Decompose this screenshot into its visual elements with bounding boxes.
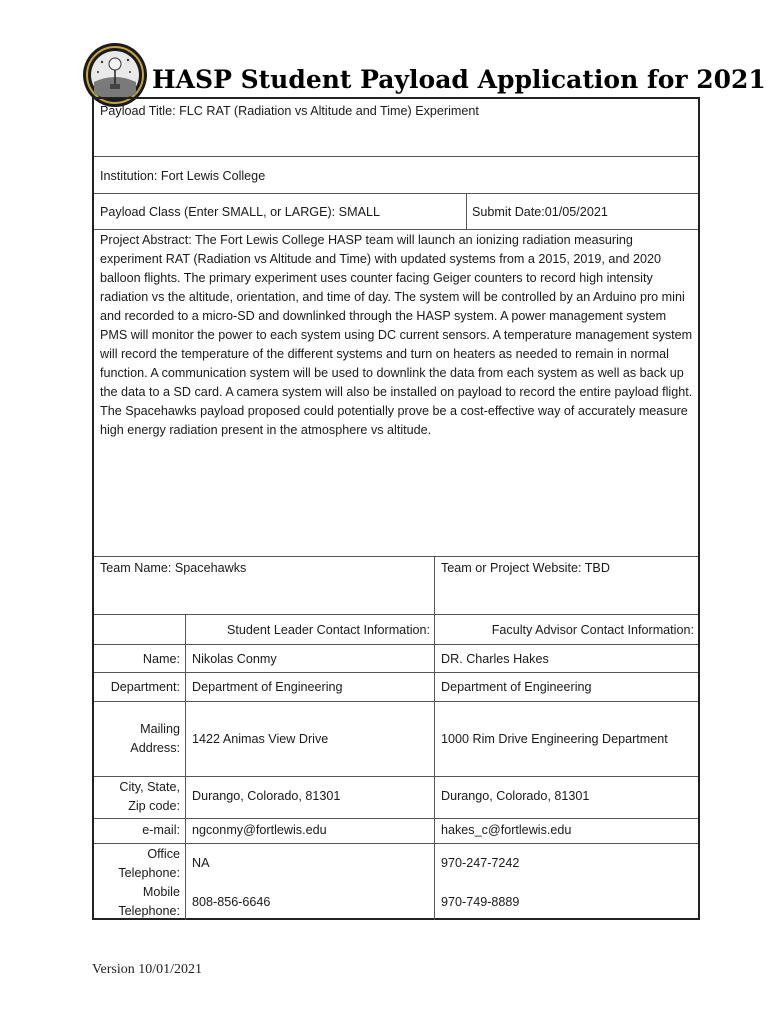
contact-label-mobile: Mobile <box>142 885 180 899</box>
faculty-name: DR. Charles Hakes <box>441 652 549 666</box>
divider <box>94 843 698 844</box>
payload-class-field: Payload Class (Enter SMALL, or LARGE): SMALL <box>100 205 380 219</box>
student-office-telephone: NA <box>192 856 210 870</box>
student-mobile-telephone: 808-856-6646 <box>192 895 271 909</box>
divider <box>466 193 467 229</box>
application-form <box>92 97 700 920</box>
contact-label-mailing: Mailing <box>140 722 180 736</box>
contact-label-office: Office <box>147 847 180 861</box>
student-name: Nikolas Conmy <box>192 652 277 666</box>
submit-date-field: Submit Date:01/05/2021 <box>472 205 608 219</box>
contact-label-department: Department: <box>110 680 180 694</box>
contact-label-office-telephone: Telephone: <box>118 866 180 880</box>
faculty-email: hakes_c@fortlewis.edu <box>441 823 572 837</box>
institution-field: Institution: Fort Lewis College <box>100 169 266 183</box>
student-city-state-zip: Durango, Colorado, 81301 <box>192 789 341 803</box>
student-mailing-address: 1422 Animas View Drive <box>192 732 329 746</box>
faculty-mobile-telephone: 970-749-8889 <box>441 895 520 909</box>
faculty-mailing-address: 1000 Rim Drive Engineering Department <box>441 732 668 746</box>
student-department: Department of Engineering <box>192 680 343 694</box>
contact-label-city-state: City, State, <box>119 780 180 794</box>
contact-label-mobile-telephone: Telephone: <box>118 904 180 918</box>
divider <box>434 614 435 920</box>
payload-title-field: Payload Title: FLC RAT (Radiation vs Altitude and Time) Experiment <box>100 104 479 118</box>
website-field: Team or Project Website: TBD <box>441 561 610 575</box>
divider <box>94 818 698 819</box>
divider <box>94 193 698 194</box>
student-contact-header: Student Leader Contact Information: <box>226 623 430 637</box>
project-abstract: Project Abstract: The Fort Lewis College HASP team will launch an ionizing radiation measuring experiment RAT (Radiation vs Altitude and Time) with updated systems from a 2015, 2019, and 2020 balloon flights. The primary experiment uses counter facing Geiger counters to record high intensity radiation vs the altitude, orientation, and time of day. The system will be controlled by an Arduino pro mini and recorded to a micro-SD and downlinked through the HASP system. A power management system PMS will monitor the power to each system using DC current sensors. A temperature management system will record the temperature of the different systems and turn on heaters as needed to remain in normal function. A communication system will be used to downlink the data from each system as well as back up the data to a SD card. A camera system will also be installed on payload to record the entire payload flight. The Spacehawks payload proposed could potentially prove be a cost-effective way of accurately measure high energy radiation present in the atmosphere vs altitude. <box>100 233 693 437</box>
faculty-city-state-zip: Durango, Colorado, 81301 <box>441 789 590 803</box>
faculty-office-telephone: 970-247-7242 <box>441 856 520 870</box>
contact-label-email: e-mail: <box>142 823 180 837</box>
page-title: HASP Student Payload Application for 2021 <box>152 65 766 94</box>
team-name-field: Team Name: Spacehawks <box>100 561 247 575</box>
version-footer: Version 10/01/2021 <box>92 962 203 977</box>
contact-label-address: Address: <box>130 741 180 755</box>
divider <box>94 156 698 157</box>
divider <box>94 776 698 777</box>
divider <box>94 556 698 557</box>
faculty-contact-header: Faculty Advisor Contact Information: <box>491 623 694 637</box>
contact-label-name: Name: <box>142 652 180 666</box>
divider <box>434 556 435 614</box>
student-email: ngconmy@fortlewis.edu <box>192 823 327 837</box>
divider <box>185 614 186 920</box>
contact-label-zip: Zip code: <box>128 799 180 813</box>
divider <box>94 672 698 673</box>
divider <box>94 701 698 702</box>
divider <box>94 229 698 230</box>
faculty-department: Department of Engineering <box>441 680 592 694</box>
